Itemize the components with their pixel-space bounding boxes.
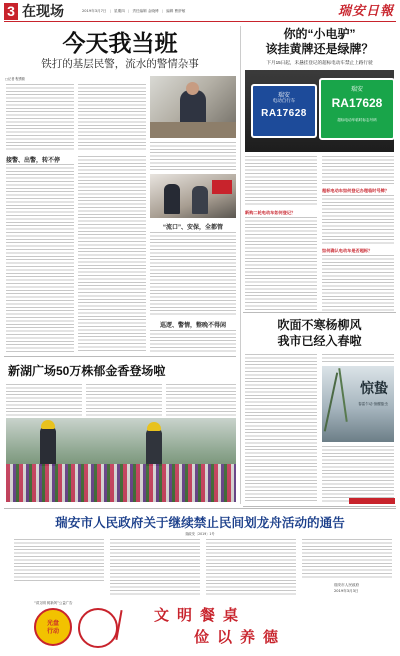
worker-helmet-2 <box>147 422 161 431</box>
issue-date: 2019年3月7日 <box>82 9 107 13</box>
ad-plate-icon <box>78 608 118 648</box>
red-banner <box>212 180 232 194</box>
tulip-story <box>4 358 236 504</box>
ad-badge <box>34 608 72 646</box>
willow-branch-2 <box>338 368 347 422</box>
notice-body-4 <box>302 539 392 579</box>
lead-body-col3c <box>150 330 236 354</box>
lead-body-col3b <box>150 232 236 316</box>
lead-byline: □记者 程勇励 <box>5 77 25 81</box>
divider-lead-tulip <box>4 356 236 357</box>
ebike-body-1 <box>245 156 317 206</box>
masthead-meta: 2019年3月7日 | 星期四 | 责任编辑 金晓博 | 编辑 曹舒敏 <box>82 9 186 13</box>
design-credit: 编辑 曹舒敏 <box>166 9 186 13</box>
worker-figure-1 <box>40 426 56 466</box>
lead-subheading-3: 巡逻、警情，整晚不得闲 <box>159 323 226 329</box>
masthead <box>4 2 396 22</box>
ebike-body-4 <box>245 217 317 313</box>
tulip-body-2 <box>86 384 162 416</box>
notice-body-1 <box>14 539 104 583</box>
green-plate-label: 超标电动车临时标志号码 <box>337 118 377 122</box>
lead-body-col2 <box>78 84 146 152</box>
blue-plate-type: 电动自行车 <box>272 98 296 103</box>
blue-plate-region: 瑞安 <box>277 93 290 99</box>
editor-credit: 责任编辑 金晓博 <box>132 9 159 13</box>
lead-headline: 今天我当班 <box>62 30 178 56</box>
public-ad <box>4 600 396 654</box>
ebike-question-1: 超标电动车如何登记办理临时号牌？ <box>322 188 390 193</box>
ebike-question-2: 新购二轮电动车如何登记？ <box>245 210 296 215</box>
ebike-headline-1: 你的“小电驴” <box>283 27 356 41</box>
lead-subhead: 铁打的基层民警，流水的警情杂事 <box>41 58 199 70</box>
spring-footer-tag <box>349 498 395 504</box>
lead-photo-patrol <box>150 174 236 218</box>
tulip-body-3 <box>166 384 236 416</box>
seasonal-card-caption: 春雷乍动 惊醒蛰虫 <box>358 402 388 406</box>
lead-body-col1b <box>6 164 74 352</box>
officer-head <box>186 82 199 95</box>
tulip-photo <box>6 418 236 502</box>
lead-body-col1 <box>6 84 74 152</box>
green-plate-number: RA17628 <box>331 96 383 110</box>
brand-logo: 瑞安日報 <box>337 4 394 19</box>
ebike-body-3 <box>322 195 394 245</box>
divider-ebike-spring <box>243 312 396 313</box>
worker-figure-2 <box>146 428 162 466</box>
notice-headline: 瑞安市人民政府关于继续禁止民间划龙舟活动的通告 <box>55 516 345 530</box>
spring-body-3 <box>322 446 394 502</box>
ebike-headline-2: 该挂黄牌还是绿牌？ <box>265 42 374 56</box>
masthead-rule <box>4 21 396 22</box>
ad-badge-bottom: 行动 <box>46 629 59 635</box>
issue-weekday: 星期四 <box>114 9 125 13</box>
officer-figure-2 <box>164 184 180 214</box>
seasonal-card <box>322 366 394 442</box>
notice-body-3 <box>206 539 296 597</box>
tulip-headline: 新湖广场50万株郁金香登场啦 <box>8 364 166 378</box>
notice-signature: 瑞安市人民政府 <box>334 583 360 587</box>
page-number-badge: 3 <box>4 3 18 20</box>
section-name: 在现场 <box>22 3 64 19</box>
worker-helmet-1 <box>41 420 55 429</box>
lead-photo-office <box>150 76 236 138</box>
tulip-bed <box>6 464 236 502</box>
blue-plate <box>251 84 317 138</box>
ad-slogan-2: 俭以养德 <box>194 628 287 646</box>
blue-plate-number: RA17628 <box>261 108 307 119</box>
notice-doc-number: 瑞政发〔2019〕1号 <box>185 532 215 536</box>
spring-subhead: 我市已经入春啦 <box>277 334 362 348</box>
green-plate-region: 瑞安 <box>350 87 363 93</box>
willow-branch <box>324 372 338 431</box>
ad-slogan-1: 文明餐桌 <box>154 606 247 624</box>
spring-body-2 <box>322 354 394 364</box>
ebike-question-3: 如何确认电动车是否超标？ <box>322 248 373 253</box>
spring-story <box>243 314 396 506</box>
ebike-story <box>243 24 396 326</box>
desk-shape <box>150 122 236 138</box>
officer-figure-3 <box>192 186 208 214</box>
tulip-body-1 <box>6 384 82 416</box>
lead-subheading-2: “流口”、安保，全都管 <box>162 225 223 231</box>
column-divider <box>240 26 241 504</box>
seasonal-card-word: 惊蛰 <box>360 381 388 397</box>
ad-label: “讲文明 树新风”公益广告 <box>34 601 73 605</box>
lead-body-col3 <box>150 142 236 172</box>
ebike-body-2 <box>322 156 394 186</box>
spring-headline: 吹面不寒杨柳风 <box>277 318 362 332</box>
spring-body-1 <box>245 354 317 502</box>
notice-sign-date: 2019年3月3日 <box>334 589 359 593</box>
green-plate <box>319 78 394 140</box>
lead-story <box>4 24 236 355</box>
lead-body-col2b <box>78 156 146 352</box>
lead-subheading-1: 接警、出警，转不停 <box>6 158 61 164</box>
ebike-body-5 <box>322 255 394 313</box>
notice-body-2 <box>110 539 200 597</box>
divider-bottom-news <box>243 506 396 507</box>
ebike-subhead: 下月15日起，未悬挂登记的超标电动车禁止上路行驶 <box>266 60 373 65</box>
ad-badge-top: 光盘 <box>46 621 59 627</box>
plate-photo <box>245 70 394 152</box>
